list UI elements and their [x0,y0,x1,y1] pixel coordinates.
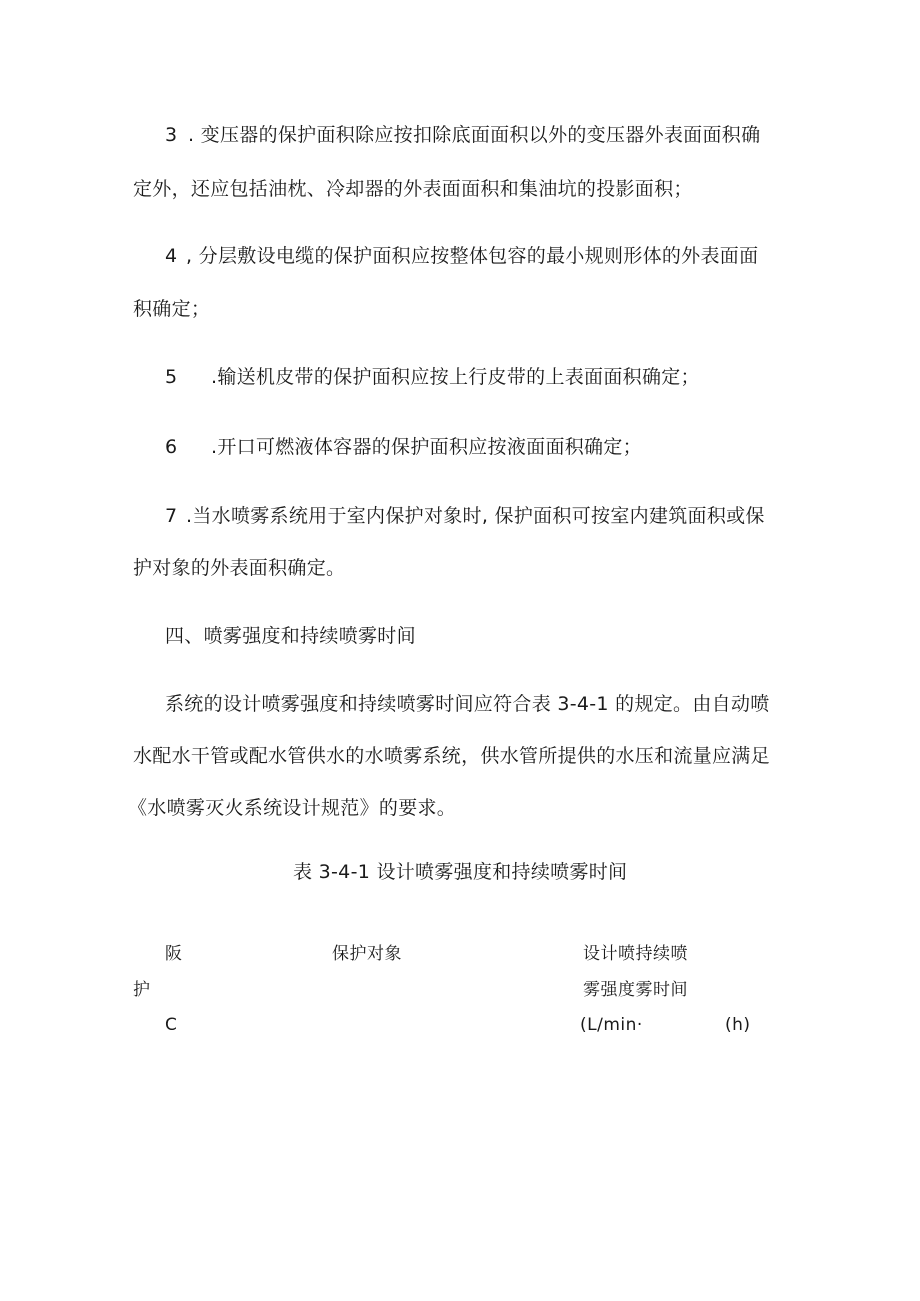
table-header-protect-object: 保护对象 [332,944,402,964]
table-header-col1: C [165,1015,178,1035]
table-caption: 表 3-4-1 设计喷雾强度和持续喷雾时间 [293,861,628,883]
table-header-col1: 阪 [165,944,183,964]
item-number: 3 [165,124,178,146]
item-text-line: 积确定； [133,298,211,320]
item-text-line: . 变压器的保护面积除应按扣除底面面积以外的变压器外表面面积确 [188,124,761,146]
item-number: 4 [165,245,178,267]
paragraph-line: 水配水干管或配水管供水的水喷雾系统，供水管所提供的水压和流量应满足 [133,745,770,767]
item-number: 6 [165,436,178,458]
table-unit-intensity: (L∕min· [580,1015,643,1035]
item-number: 5 [165,366,178,388]
item-text-line: , 分层敷设电缆的保护面积应按整体包容的最小规则形体的外表面面 [186,245,759,267]
item-text-line: 护对象的外表面积确定。 [133,557,346,579]
table-header-intensity-duration: 设计喷持续喷 [583,944,688,964]
item-text-line: .开口可燃液体容器的保护面积应按液面面积确定； [211,436,642,458]
item-number: 7 [165,505,178,527]
item-text-line: 定外，还应包括油枕、冷却器的外表面面积和集油坑的投影面积； [133,178,693,200]
paragraph-line: 系统的设计喷雾强度和持续喷雾时间应符合表 3-4-1 的规定。由自动喷 [165,693,770,715]
paragraph-line: 《水喷雾灭火系统设计规范》的要求。 [128,797,457,819]
table-unit-duration: (h) [725,1015,751,1035]
item-text-line: .输送机皮带的保护面积应按上行皮带的上表面面积确定； [211,366,700,388]
table-header-col1: 护 [133,980,151,1000]
section-heading: 四、喷雾强度和持续喷雾时间 [165,625,416,647]
item-text-line: .当水喷雾系统用于室内保护对象时, 保护面积可按室内建筑面积或保 [186,505,765,527]
table-header-intensity-duration: 雾强度雾时间 [583,980,688,1000]
